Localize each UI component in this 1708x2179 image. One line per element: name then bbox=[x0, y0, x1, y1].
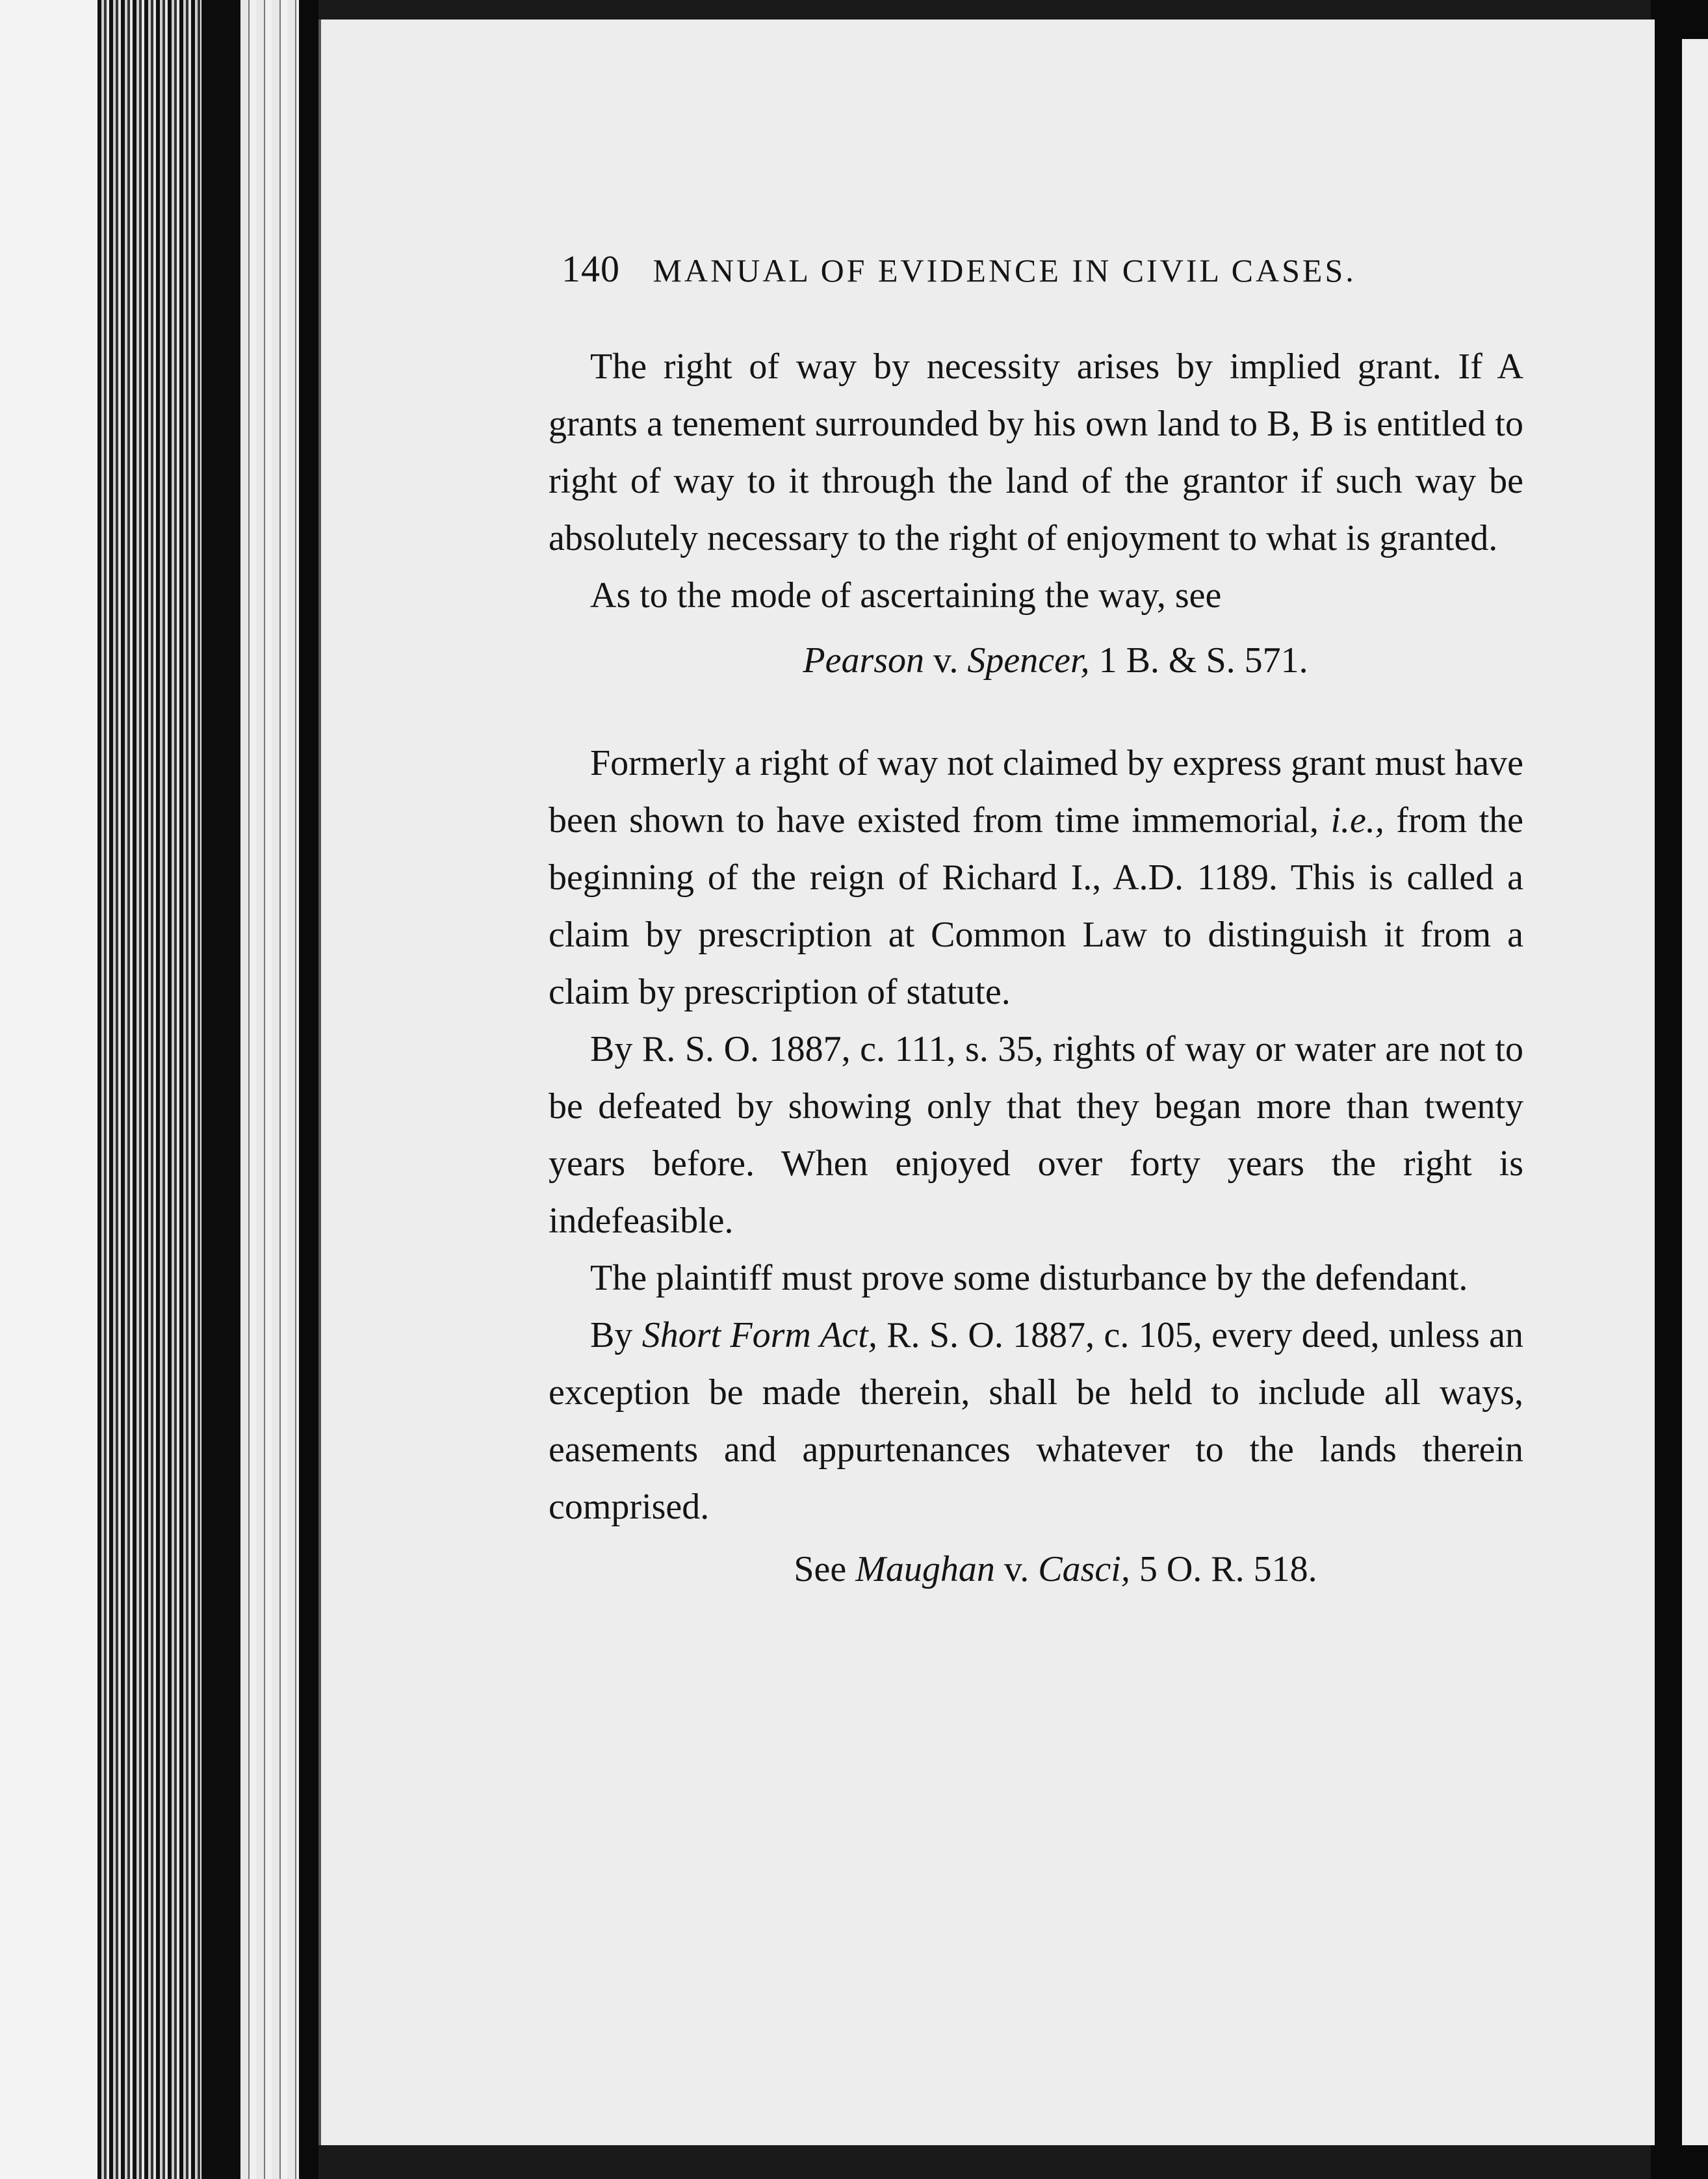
citation-versus: v. bbox=[1003, 1549, 1029, 1589]
book-page bbox=[318, 20, 1655, 2145]
paragraph: By R. S. O. 1887, c. 111, s. 35, rights of way or water are not to be defeated by showing only that they began more than twenty years before. When enjoyed over forty years the right is indefeasible. bbox=[549, 1029, 1523, 1241]
paragraph-text: from the beginning of the reign of Richard I., A.D. 1189. This is called a claim by prescription at Common Law to distinguish it from a claim by prescription of statute. bbox=[549, 800, 1524, 1012]
citation-party: Spencer, bbox=[967, 640, 1090, 681]
case-citation bbox=[549, 1541, 1523, 1598]
running-title: MANUAL OF EVIDENCE IN CIVIL CASES. bbox=[653, 252, 1356, 289]
paragraph: The plaintiff must prove some disturbance by the defendant. bbox=[590, 1258, 1468, 1298]
page-number: 140 bbox=[562, 248, 620, 290]
binding-shadow bbox=[201, 0, 240, 2179]
citation-versus: v. bbox=[933, 640, 959, 681]
paragraph: As to the mode of ascertaining the way, see bbox=[590, 575, 1222, 616]
page-stack-edge bbox=[97, 0, 201, 2179]
paragraph-text: Formerly a right of way not claimed by express grant must have been shown to have existed from time immemorial, bbox=[549, 743, 1523, 841]
paragraph bbox=[549, 1307, 1523, 1535]
binding-shadow bbox=[299, 0, 318, 2179]
facing-page-edge bbox=[1682, 39, 1708, 2145]
case-citation bbox=[549, 632, 1523, 689]
citation-party: Maughan bbox=[855, 1549, 995, 1589]
page-stack-edge bbox=[240, 0, 299, 2179]
paragraph: The right of way by necessity arises by implied grant. If A grants a tenement surrounded by his own land to B, B is entitled to right of way to it through the land of the grantor if such way be absolutely necessary to the right of enjoyment to what is granted. bbox=[549, 346, 1523, 558]
page-body bbox=[549, 338, 1523, 1598]
paragraph bbox=[549, 735, 1523, 1021]
citation-reference: 1 B. & S. 571. bbox=[1098, 640, 1308, 681]
citation-party: Pearson bbox=[803, 640, 925, 681]
citation-party: Casci, bbox=[1038, 1549, 1130, 1589]
paragraph-text: R. S. O. 1887, c. 105, every deed, unless an exception be made therein, shall be held to include all ways, easements and appurtenances whatever to the lands therein comprised. bbox=[549, 1315, 1524, 1527]
citation-reference: 5 O. R. 518. bbox=[1139, 1549, 1317, 1589]
act-name: Short Form Act, bbox=[641, 1315, 877, 1355]
paragraph-text: By bbox=[590, 1315, 633, 1355]
citation-see: See bbox=[794, 1549, 847, 1589]
page-stack-edge bbox=[0, 0, 97, 2179]
abbreviation: i.e., bbox=[1330, 800, 1384, 841]
running-header bbox=[562, 247, 1549, 291]
